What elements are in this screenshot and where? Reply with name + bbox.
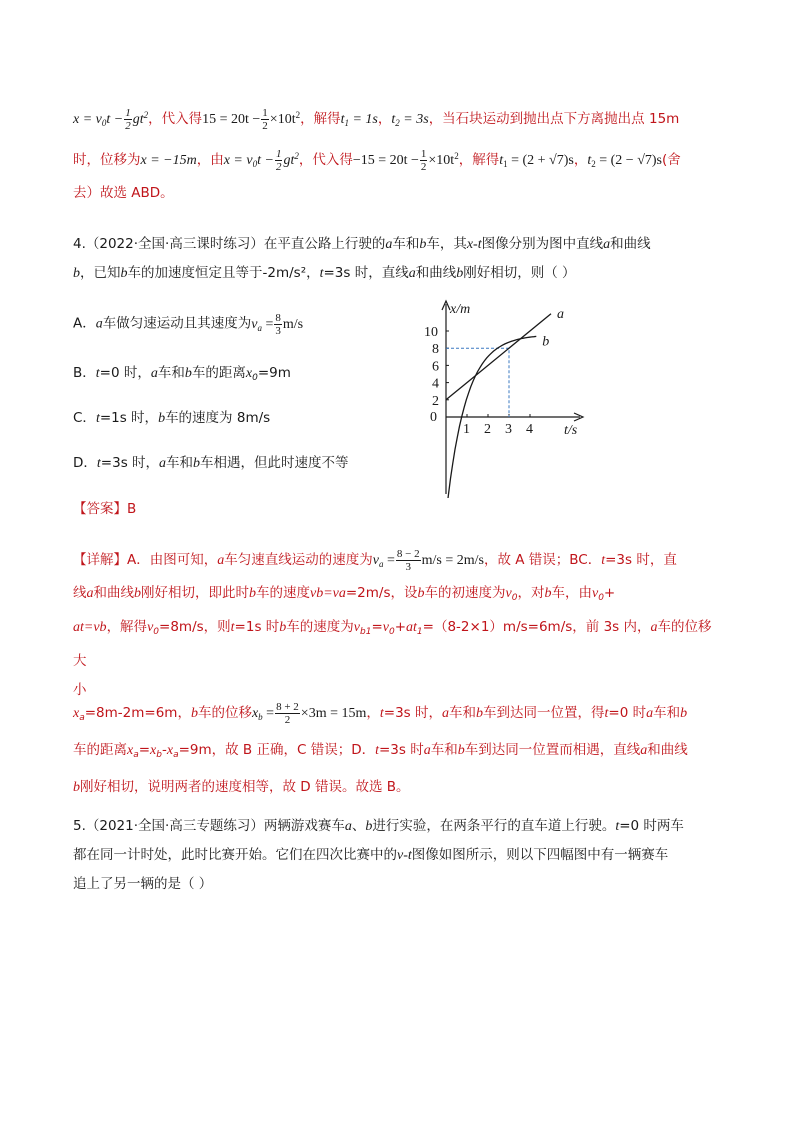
y-axis-label: x/m xyxy=(450,302,471,317)
series-a-label: a xyxy=(557,306,564,322)
q5-stem xyxy=(73,812,723,898)
detail-line-5: $x_a=8m-2m=6m$，b车的位移$x_b$ = $\frac{8 + 2}{2}$ ×3m = 15m，t=3s 时，a车和b车到达同一位置，得t=0 时a车和b xyxy=(73,701,688,727)
prev-solution-line-2: 时，位移为x = −15m，由$x = v_0t$ − $\frac{1}{2}$ $gt^2$，代入得−15 = 20t − $\frac{1}{2}$ $\times 10t^2$，解得$t_1 = (2 + √7)s$，$t_2 = (2 - √7)s$(舍 xyxy=(73,148,681,174)
x-tick-label: 1 xyxy=(463,422,470,437)
q4-option-a[interactable]: A．a车做匀速运动且其速度为$v_a$ = $\frac{8}{3}$ m/s xyxy=(73,312,304,337)
formula: 15 = 20t − $\frac{1}{2}$ $\times 10t^2$ xyxy=(202,107,301,133)
x-tick-label: 2 xyxy=(484,422,491,437)
q5-line-2: 都在同一计时处，此时比赛开始。它们在四次比赛中的v-t图像如图所示，则以下四幅图中有一辆赛车 xyxy=(73,847,669,863)
q4-option-c[interactable]: C．t=1s 时，b车的速度为 8m/s xyxy=(73,410,271,426)
prev-solution-line-3: 去）故选 ABD。 xyxy=(73,185,174,201)
y-tick-label: 10 xyxy=(424,325,438,340)
q4-answer xyxy=(73,498,136,520)
origin-label: 0 xyxy=(430,410,437,425)
series-a-line xyxy=(446,314,551,400)
detail-line-7: b刚好相切，说明两者的速度相等，故 D 错误。故选 B。 xyxy=(73,779,410,795)
answer-value: B xyxy=(127,501,137,517)
y-tick-label: 4 xyxy=(432,376,439,392)
dashed-guide xyxy=(446,348,509,417)
detail-line-1: 【详解】A．由图可知，a车匀速直线运动的速度为$v_a$ = $\frac{8 - 2}{3}$ m/s = 2m/s，故 A 错误；BC．t=3s 时，直 xyxy=(73,548,677,574)
series-b-label: b xyxy=(542,334,550,350)
q4-option-d[interactable]: D．t=3s 时，a车和b车相遇，但此时速度不等 xyxy=(73,455,349,471)
q5-line-1: 5.（2021·全国·高三专题练习）两辆游戏赛车a、b进行实验，在两条平行的直车道上行驶。t=0 时两车 xyxy=(73,818,684,834)
q4-detail-cont xyxy=(73,697,723,804)
detail-line-4: 小 xyxy=(73,682,87,698)
y-tick-label: 2 xyxy=(432,393,439,409)
y-tick-label: 6 xyxy=(432,359,439,375)
x-tick-label: 4 xyxy=(526,422,533,437)
x-tick-label: 3 xyxy=(505,422,512,437)
answer-label: 【答案】 xyxy=(73,501,127,517)
x-axis-label: t/s xyxy=(564,423,578,438)
q4-stem-line-2: b，已知b车的加速度恒定且等于-2m/s²，t=3s 时，直线a和曲线b刚好相切，则（ ） xyxy=(73,265,576,281)
q4-stem xyxy=(73,230,723,288)
detail-line-3: at=vb，解得$v_0=8m/s$，则t=1s 时b车的速度为$v_{b1}=v_0+at_1=(8-2\times 1)m/s=6m/s$，前 3s 内，a车的位移大 xyxy=(73,619,712,669)
y-tick-label: 8 xyxy=(432,342,439,358)
formula: $x = v_0t$ − $\frac{1}{2}$ $gt^2$ xyxy=(73,107,149,133)
q4-option-b[interactable]: B．t=0 时，a车和b车的距离$x_0=9m$ xyxy=(73,365,291,383)
detail-line-6: 车的距离$x_a=x_b-x_a=9m$，故 B 正确，C 错误；D．t=3s 时a车和b车到达同一位置而相遇，直线a和曲线 xyxy=(73,742,688,760)
q4-stem-line-1: 4.（2022·全国·高三课时练习）在平直公路上行驶的a车和b车，其x-t图像分别为图中直线a和曲线 xyxy=(73,236,651,252)
q4-detail xyxy=(73,546,723,705)
xt-graph xyxy=(418,298,613,498)
q5-line-3: 追上了另一辆的是（ ） xyxy=(73,876,213,892)
detail-line-2: 线a和曲线b刚好相切，即此时b车的速度vb=va=2m/s，设b车的初速度为$v_0$，对b车，由$v_0+$ xyxy=(73,585,616,603)
prev-solution-line-1: $x = v_0t$ − $\frac{1}{2}$ $gt^2$，代入得15 = 20t − $\frac{1}{2}$ $\times 10t^2$，解得$t_1 = 1s$，$t_2 = 3s$，当石块运动到抛出点下方离抛出点 15m xyxy=(73,107,680,133)
